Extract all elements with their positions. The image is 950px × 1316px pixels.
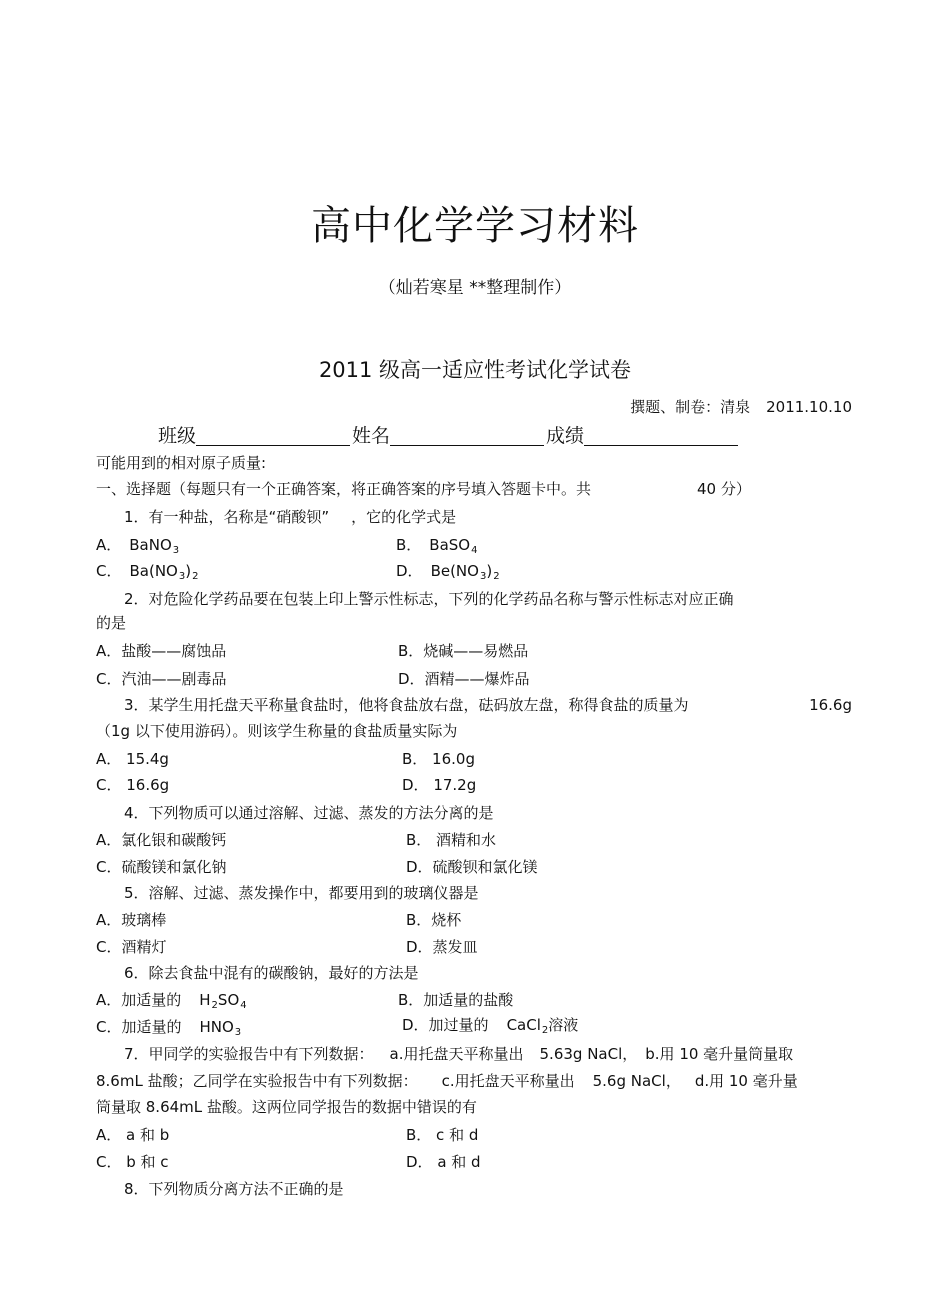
q1-stem-tail: ，它的化学式是 (351, 508, 457, 526)
q2-option-a: A．盐酸——腐蚀品 (96, 642, 227, 660)
subscript: 2 (493, 571, 500, 582)
subscript: 2 (192, 571, 199, 582)
q3-option-a: A． 15.4g (96, 750, 169, 768)
q2-stem-line1: 2．对危险化学药品要在包装上印上警示性标志，下列的化学药品名称与警示性标志对应正确 (124, 590, 734, 608)
q7-option-a: A． a 和 b (96, 1126, 170, 1144)
score-label: 成绩 (546, 425, 585, 447)
q7-text: 8.6mL 盐酸；乙同学在实验报告中有下列数据： (96, 1072, 418, 1090)
q7-text: 5.63g NaCl， (539, 1045, 638, 1063)
q4-option-c: C．硫酸镁和氯化钠 (96, 858, 227, 876)
q6-option-b: B．加适量的盐酸 (398, 991, 514, 1009)
q6-option-a (96, 993, 247, 1011)
option-text: Be(NO (430, 562, 479, 580)
q2-option-d: D．酒精——爆炸品 (398, 670, 530, 688)
q7-text: a.用托盘天平称量出 (389, 1045, 524, 1063)
option-label: D． (396, 562, 423, 580)
q3-stem-value: 16.6g (809, 696, 852, 714)
q7-text: b.用 10 毫升量筒量取 (645, 1045, 794, 1063)
option-text: ) (486, 562, 493, 580)
q1-option-b (396, 538, 477, 556)
q4-option-a: A．氯化银和碳酸钙 (96, 831, 227, 849)
option-label: B． (396, 536, 422, 554)
section-heading: 一、选择题（每题只有一个正确答案，将正确答案的序号填入答题卡中。共 (96, 480, 592, 498)
section-points: 40 分） (697, 480, 751, 498)
option-text: A．加适量的 (96, 991, 182, 1009)
q1-option-c (96, 564, 198, 582)
q5-stem: 5．溶解、过滤、蒸发操作中，都要用到的玻璃仪器是 (124, 884, 479, 902)
exam-title: 2011 级高一适应性考试化学试卷 (318, 358, 632, 382)
option-text: ) (185, 562, 192, 580)
atomic-mass-note: 可能用到的相对原子质量: (96, 454, 267, 472)
option-text: Ba(NO (129, 562, 178, 580)
q4-stem: 4．下列物质可以通过溶解、过滤、蒸发的方法分离的是 (124, 804, 494, 822)
q5-option-d: D．蒸发皿 (406, 938, 478, 956)
option-text: BaSO (429, 536, 471, 554)
q2-stem-line2: 的是 (96, 614, 127, 632)
q8-stem: 8．下列物质分离方法不正确的是 (124, 1180, 344, 1198)
q7-line3: 筒量取 8.64mL 盐酸。这两位同学报告的数据中错误的有 (96, 1098, 477, 1116)
subscript: 3 (172, 545, 180, 556)
formula: CaCl (506, 1016, 541, 1034)
q6-stem: 6．除去食盐中混有的碳酸钠，最好的方法是 (124, 964, 419, 982)
q1-stem-text: 1．有一种盐，名称是“硝酸钡” (124, 508, 330, 526)
name-label: 姓名 (352, 425, 391, 447)
q4-option-d: D．硫酸钡和氯化镁 (406, 858, 538, 876)
score-blank[interactable] (584, 425, 738, 446)
formula: HNO (199, 1018, 234, 1036)
class-label: 班级 (158, 425, 197, 447)
q3-option-d: D． 17.2g (402, 776, 477, 794)
q5-option-c: C．酒精灯 (96, 938, 167, 956)
q7-text: 5.6g NaCl， (592, 1072, 681, 1090)
author: 撰题、制卷：清泉 (630, 398, 751, 416)
q7-line1 (124, 1047, 793, 1062)
formula: H (199, 991, 211, 1009)
subscript: 4 (471, 545, 478, 556)
name-blank[interactable] (390, 425, 544, 446)
option-label: A． (96, 536, 122, 554)
subscript: 3 (234, 1027, 242, 1038)
class-blank[interactable] (196, 425, 350, 446)
q7-line2 (96, 1074, 798, 1089)
q3-stem-line2: （1g 以下使用游码）。则该学生称量的食盐质量实际为 (96, 722, 458, 740)
subscript: 4 (240, 1000, 247, 1011)
q2-option-b: B．烧碱——易燃品 (398, 642, 529, 660)
q7-option-b: B． c 和 d (406, 1126, 479, 1144)
q5-option-a: A．玻璃棒 (96, 911, 167, 929)
q3-option-b: B． 16.0g (402, 750, 475, 768)
option-text: BaNO (129, 536, 172, 554)
option-text: D．加过量的 (402, 1016, 489, 1034)
q3-stem-line1: 3．某学生用托盘天平称量食盐时，他将食盐放右盘，砝码放左盘，称得食盐的质量为 (124, 696, 689, 714)
option-text: C．加适量的 (96, 1018, 182, 1036)
q6-option-d (402, 1018, 578, 1036)
q5-option-b: B．烧杯 (406, 911, 462, 929)
subscript: 3 (178, 571, 186, 582)
q1-stem (124, 510, 456, 525)
subscript: 2 (541, 1025, 549, 1036)
author-line (630, 400, 852, 415)
option-text: 溶液 (548, 1016, 579, 1034)
q1-option-a (96, 538, 179, 556)
q6-option-c (96, 1020, 241, 1038)
exam-date: 2011.10.10 (766, 398, 852, 416)
q4-option-b: B． 酒精和水 (406, 831, 497, 849)
q7-text: 7．甲同学的实验报告中有下列数据： (124, 1045, 374, 1063)
formula: SO (217, 991, 240, 1009)
option-label: C． (96, 562, 122, 580)
page-subtitle: （灿若寒星 **整理制作） (378, 278, 572, 298)
q7-text: d.用 10 毫升量 (694, 1072, 798, 1090)
q2-option-c: C．汽油——剧毒品 (96, 670, 227, 688)
subscript: 2 (211, 1000, 218, 1011)
q1-option-d (396, 564, 500, 582)
q3-option-c: C． 16.6g (96, 776, 170, 794)
student-info-row (158, 425, 740, 446)
subscript: 3 (479, 571, 487, 582)
q7-option-c: C． b 和 c (96, 1153, 169, 1171)
q7-option-d: D． a 和 d (406, 1153, 481, 1171)
page-title: 高中化学学习材料 (311, 203, 639, 249)
q7-text: c.用托盘天平称量出 (441, 1072, 575, 1090)
